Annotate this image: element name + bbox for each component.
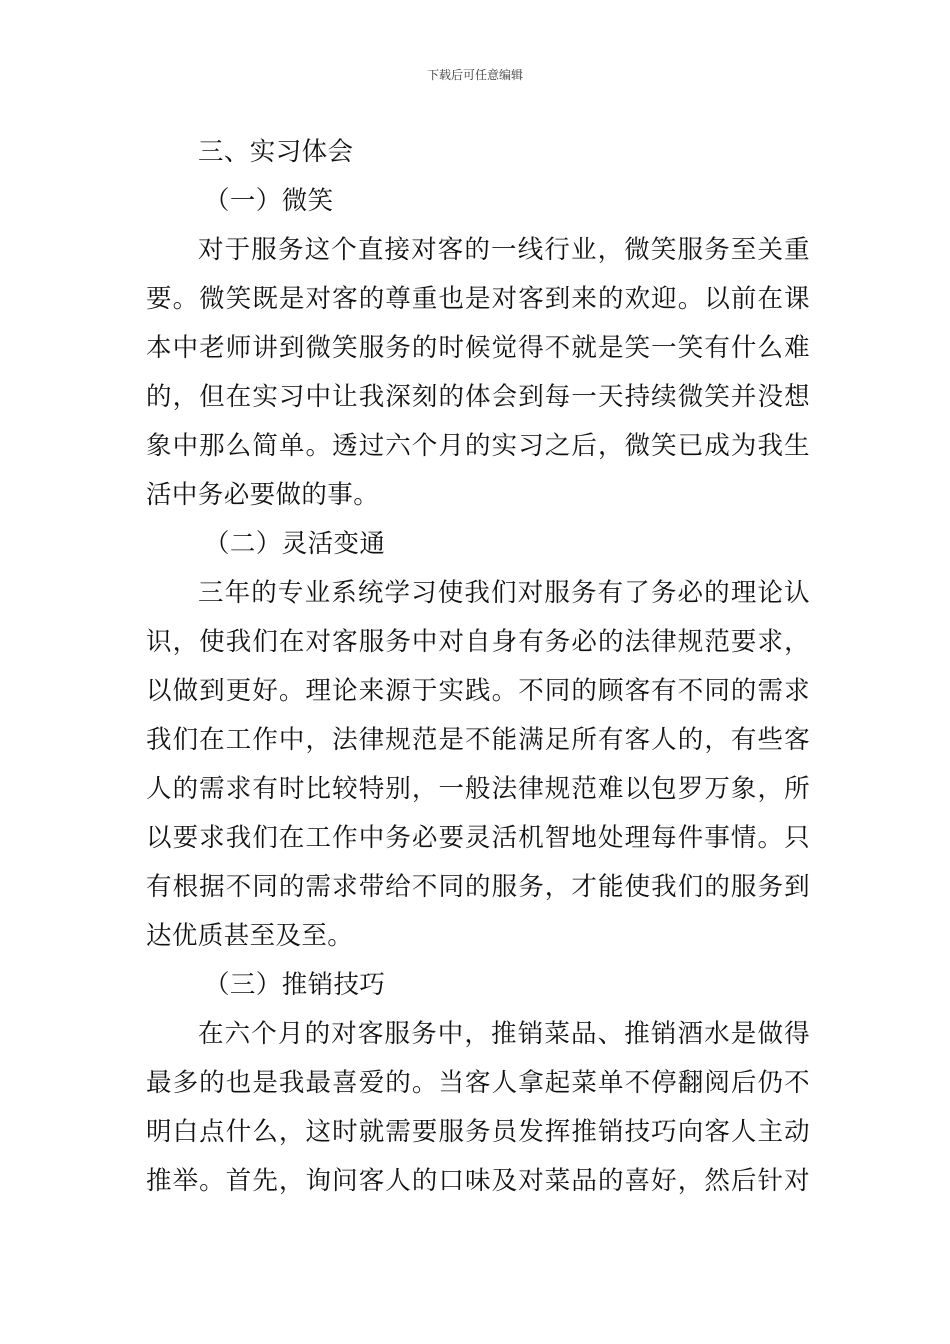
paragraph-line: 以要求我们在工作中务必要灵活机智地处理每件事情。只 — [146, 823, 810, 853]
paragraph-line: 我们在工作中，法律规范是不能满足所有客人的，有些客 — [146, 725, 810, 755]
paragraph-line: 识，使我们在对客服务中对自身有务必的法律规范要求， — [146, 627, 810, 657]
paragraph-line: 对于服务这个直接对客的一线行业，微笑服务至关重 — [198, 235, 810, 265]
page-header-note: 下载后可任意编辑 — [426, 68, 523, 82]
paragraph-line: 要。微笑既是对客的尊重也是对客到来的欢迎。以前在课 — [146, 284, 810, 314]
subsection-heading: （二）灵活变通 — [204, 529, 386, 559]
paragraph-line: 三年的专业系统学习使我们对服务有了务必的理论认 — [198, 578, 810, 608]
paragraph-line: 人的需求有时比较特别，一般法律规范难以包罗万象，所 — [146, 774, 810, 804]
paragraph-line: 以做到更好。理论来源于实践。不同的顾客有不同的需求 — [146, 676, 810, 706]
section-title: 三、实习体会 — [198, 137, 354, 167]
paragraph-line: 活中务必要做的事。 — [146, 480, 380, 510]
paragraph-line: 的，但在实习中让我深刻的体会到每一天持续微笑并没想 — [146, 382, 810, 412]
paragraph-line: 本中老师讲到微笑服务的时候觉得不就是笑一笑有什么难 — [146, 333, 810, 363]
subsection-heading: （三）推销技巧 — [204, 970, 386, 1000]
paragraph-line: 象中那么简单。透过六个月的实习之后，微笑已成为我生 — [146, 431, 810, 461]
paragraph-line: 推举。首先，询问客人的口味及对菜品的喜好，然后针对 — [146, 1166, 810, 1196]
paragraph-line: 在六个月的对客服务中，推销菜品、推销酒水是做得 — [198, 1019, 810, 1049]
paragraph-line: 有根据不同的需求带给不同的服务，才能使我们的服务到 — [146, 872, 810, 902]
subsection-heading: （一）微笑 — [204, 186, 334, 216]
paragraph-line: 最多的也是我最喜爱的。当客人拿起菜单不停翻阅后仍不 — [146, 1068, 810, 1098]
document-body — [146, 128, 810, 1206]
paragraph-line: 达优质甚至及至。 — [146, 921, 354, 951]
paragraph-line: 明白点什么，这时就需要服务员发挥推销技巧向客人主动 — [146, 1117, 810, 1147]
